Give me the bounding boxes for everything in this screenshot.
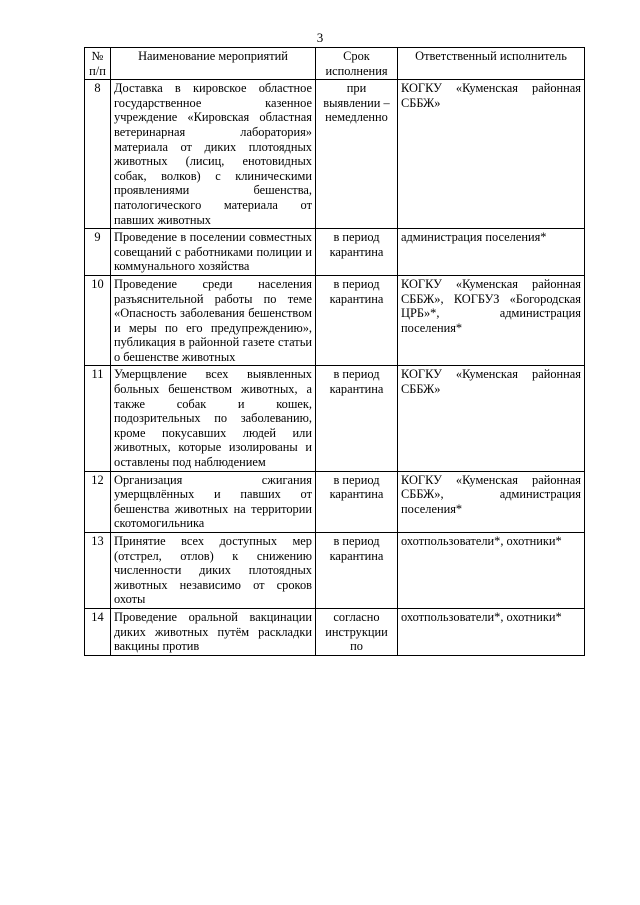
- row-term: согласно инструкции по: [316, 608, 398, 655]
- row-name: Организация сжигания умерщвлённых и павших от бешенства животных на территории скотомогильника: [111, 471, 316, 532]
- table-row: [85, 275, 585, 366]
- row-responsible: охотпользователи*, охотники*: [398, 533, 585, 609]
- row-name: Доставка в кировское областное государственное казенное учреждение «Кировская областная ветеринарная лаборатория» материала от диких плотоядных животных (лисиц, енотовидных собак, волков) с клиническими проявлениями бешенства, патологического материала от павших животных: [111, 80, 316, 229]
- row-responsible: КОГКУ «Куменская районная СББЖ», КОГБУЗ «Богородская ЦРБ»*, администрация поселения*: [398, 275, 585, 366]
- row-term: в период карантина: [316, 275, 398, 366]
- table-row: [85, 533, 585, 609]
- header-num: № п/п: [85, 48, 111, 80]
- row-term: в период карантина: [316, 229, 398, 276]
- row-name: Проведение среди населения разъяснительной работы по теме «Опасность заболевания бешенством и меры по его предупреждению», публикация в районной газете статьи о бешенстве животных: [111, 275, 316, 366]
- row-responsible: охотпользователи*, охотники*: [398, 608, 585, 655]
- row-responsible: КОГКУ «Куменская районная СББЖ»: [398, 80, 585, 229]
- table-row: [85, 471, 585, 532]
- table-row: [85, 229, 585, 276]
- row-name: Проведение оральной вакцинации диких животных путём раскладки вакцины против: [111, 608, 316, 655]
- row-num: 14: [85, 608, 111, 655]
- table-header-row: [85, 48, 585, 80]
- row-term: в период карантина: [316, 471, 398, 532]
- header-name: Наименование мероприятий: [111, 48, 316, 80]
- header-term: Срок исполнения: [316, 48, 398, 80]
- row-term: в период карантина: [316, 366, 398, 471]
- row-name: Проведение в поселении совместных совещаний с работниками полиции и коммунального хозяйства: [111, 229, 316, 276]
- row-responsible: КОГКУ «Куменская районная СББЖ», администрация поселения*: [398, 471, 585, 532]
- plan-table: [84, 47, 585, 656]
- row-num: 11: [85, 366, 111, 471]
- row-num: 8: [85, 80, 111, 229]
- row-term: в период карантина: [316, 533, 398, 609]
- row-responsible: КОГКУ «Куменская районная СББЖ»: [398, 366, 585, 471]
- table-row: [85, 366, 585, 471]
- row-num: 9: [85, 229, 111, 276]
- row-name: Умерщвление всех выявленных больных бешенством животных, а также собак и кошек, подозрительных по заболеванию, кроме покусавших людей или животных, которые изолированы и оставлены под наблюдением: [111, 366, 316, 471]
- row-num: 13: [85, 533, 111, 609]
- page-number: 3: [316, 30, 324, 45]
- table-row: [85, 80, 585, 229]
- table-row: [85, 608, 585, 655]
- row-term: при выявлении – немедленно: [316, 80, 398, 229]
- row-responsible: администрация поселения*: [398, 229, 585, 276]
- row-num: 12: [85, 471, 111, 532]
- header-responsible: Ответственный исполнитель: [398, 48, 585, 80]
- row-num: 10: [85, 275, 111, 366]
- row-name: Принятие всех доступных мер (отстрел, отлов) к снижению численности диких плотоядных животных независимо от сроков охоты: [111, 533, 316, 609]
